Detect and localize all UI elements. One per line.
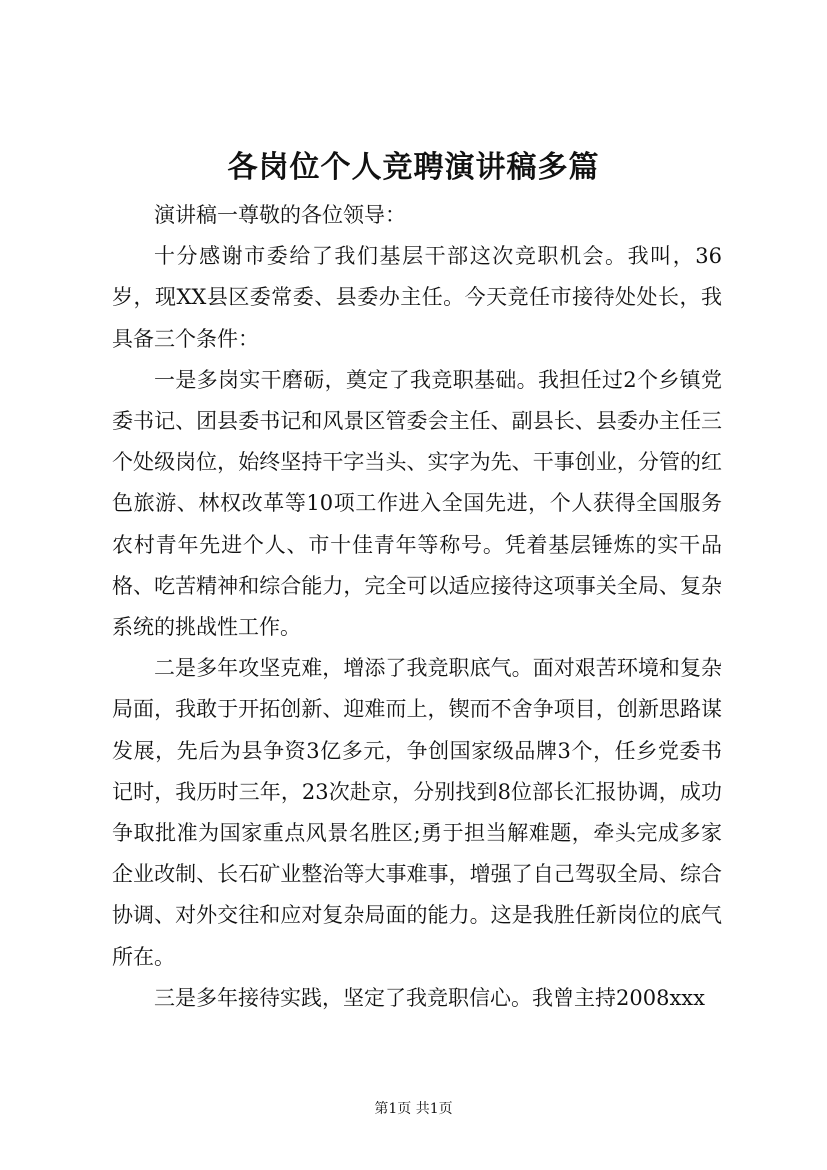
paragraph-point-two: 二是多年攻坚克难，增添了我竞职底气。面对艰苦环境和复杂局面，我敢于开拓创新、迎难而上，锲而不舍争项目，创新思路谋发展，先后为县争资3亿多元，争创国家级品牌3个，任乡党委书记时，我历时三年，23次赴京，分别找到8位部长汇报协调，成功争取批准为国家重点风景名胜区;勇于担当解难题，牵头完成多家企业改制、长石矿业整治等大事难事，增强了自己驾驭全局、综合协调、对外交往和应对复杂局面的能力。这是我胜任新岗位的底气所在。 (112, 656, 722, 969)
paragraph-intro: 十分感谢市委给了我们基层干部这次竞职机会。我叫，36岁，现XX县区委常委、县委办主任。今天竞任市接待处处长，我具备三个条件： (112, 244, 722, 351)
document-title: 各岗位个人竞聘演讲稿多篇 (227, 150, 600, 185)
paragraph-greeting: 演讲稿一尊敬的各位领导： (154, 203, 406, 227)
paragraph-point-three: 三是多年接待实践，坚定了我竞职信心。我曾主持2008xxx (154, 985, 705, 1010)
page-number-footer: 第1页 共1页 (374, 1101, 453, 1117)
paragraph-point-one: 一是多岗实干磨砺，奠定了我竞职基础。我担任过2个乡镇党委书记、团县委书记和风景区管委会主任、副县长、县委办主任三个处级岗位，始终坚持干字当头、实字为先、干事创业，分管的红色旅游、林权改革等10项工作进入全国先进，个人获得全国服务农村青年先进个人、市十佳青年等称号。凭着基层锤炼的实干品格、吃苦精神和综合能力，完全可以适应接待这项事关全局、复杂系统的挑战性工作。 (112, 367, 722, 640)
document-body (112, 195, 722, 1019)
